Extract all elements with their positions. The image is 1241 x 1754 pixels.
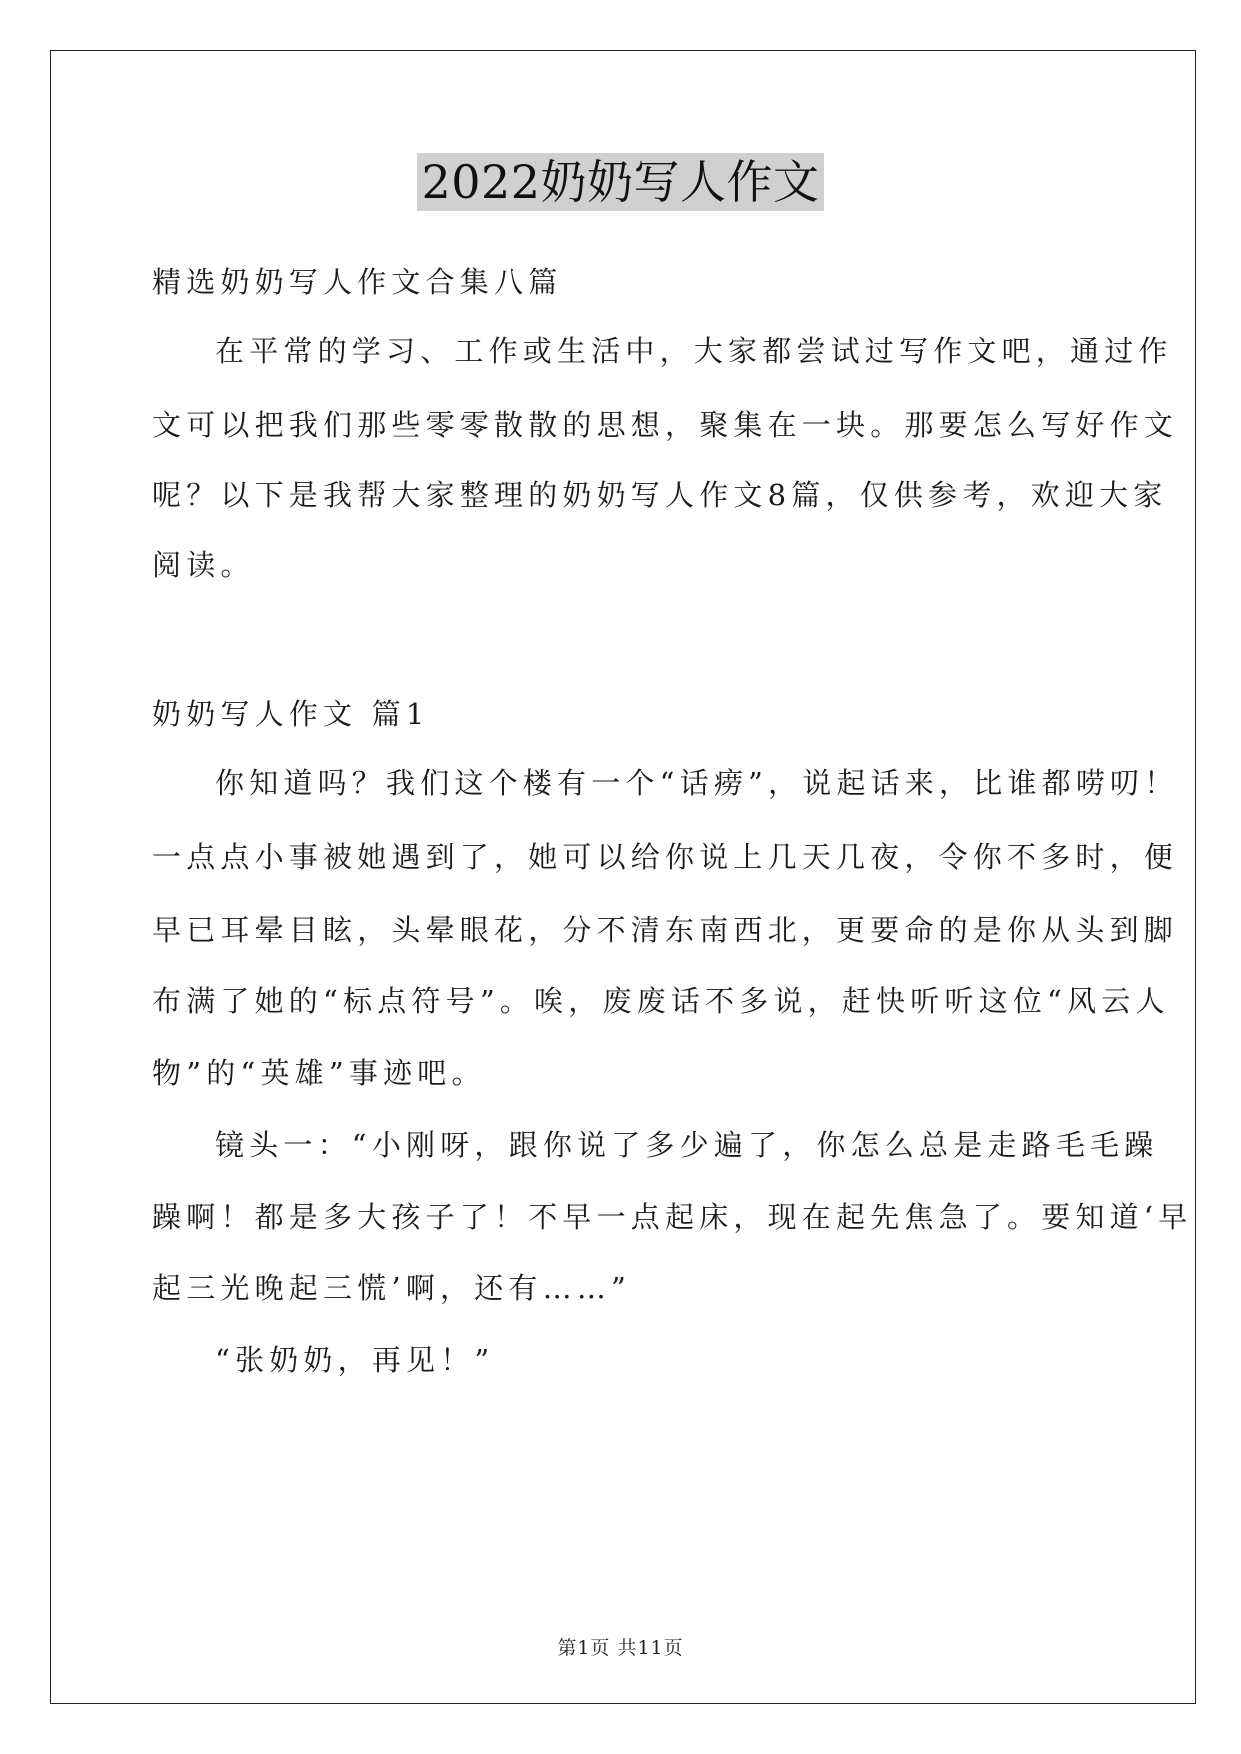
paragraph-line: 布满了她的“标点符号”。唉，废废话不多说，赶快听听这位“风云人: [152, 984, 1170, 1018]
paragraph-line: 早已耳晕目眩，头晕眼花，分不清东南西北，更要命的是你从头到脚: [152, 913, 1179, 947]
paragraph-line: 镜头一：“小刚呀，跟你说了多少遍了，你怎么总是走路毛毛躁: [215, 1128, 1159, 1162]
paragraph-line: 一点点小事被她遇到了，她可以给你说上几天几夜，令你不多时，便: [152, 840, 1179, 874]
intro-line: 呢？以下是我帮大家整理的奶奶写人作文8篇，仅供参考，欢迎大家: [152, 478, 1168, 512]
page-footer: [0, 1633, 1241, 1660]
section-heading: 奶奶写人作文 篇1: [152, 697, 430, 731]
subtitle: 精选奶奶写人作文合集八篇: [152, 265, 563, 299]
paragraph-line: 物”的“英雄”事迹吧。: [152, 1056, 486, 1090]
paragraph-line: 你知道吗？我们这个楼有一个“话痨”，说起话来，比谁都唠叨！: [215, 766, 1179, 800]
intro-line: 在平常的学习、工作或生活中，大家都尝试过写作文吧，通过作: [215, 334, 1173, 368]
paragraph-line: “张奶奶，再见！”: [215, 1343, 495, 1377]
paragraph-line: 躁啊！都是多大孩子了！不早一点起床，现在起先焦急了。要知道‘早: [152, 1200, 1193, 1234]
page-number: 第1页 共11页: [557, 1637, 684, 1659]
title-container: [0, 153, 1241, 211]
intro-line: 文可以把我们那些零零散散的思想，聚集在一块。那要怎么写好作文: [152, 408, 1179, 442]
paragraph-line: 起三光晚起三慌’啊，还有……”: [152, 1271, 632, 1305]
intro-line: 阅读。: [152, 548, 255, 582]
document-title: 2022奶奶写人作文: [417, 153, 823, 211]
